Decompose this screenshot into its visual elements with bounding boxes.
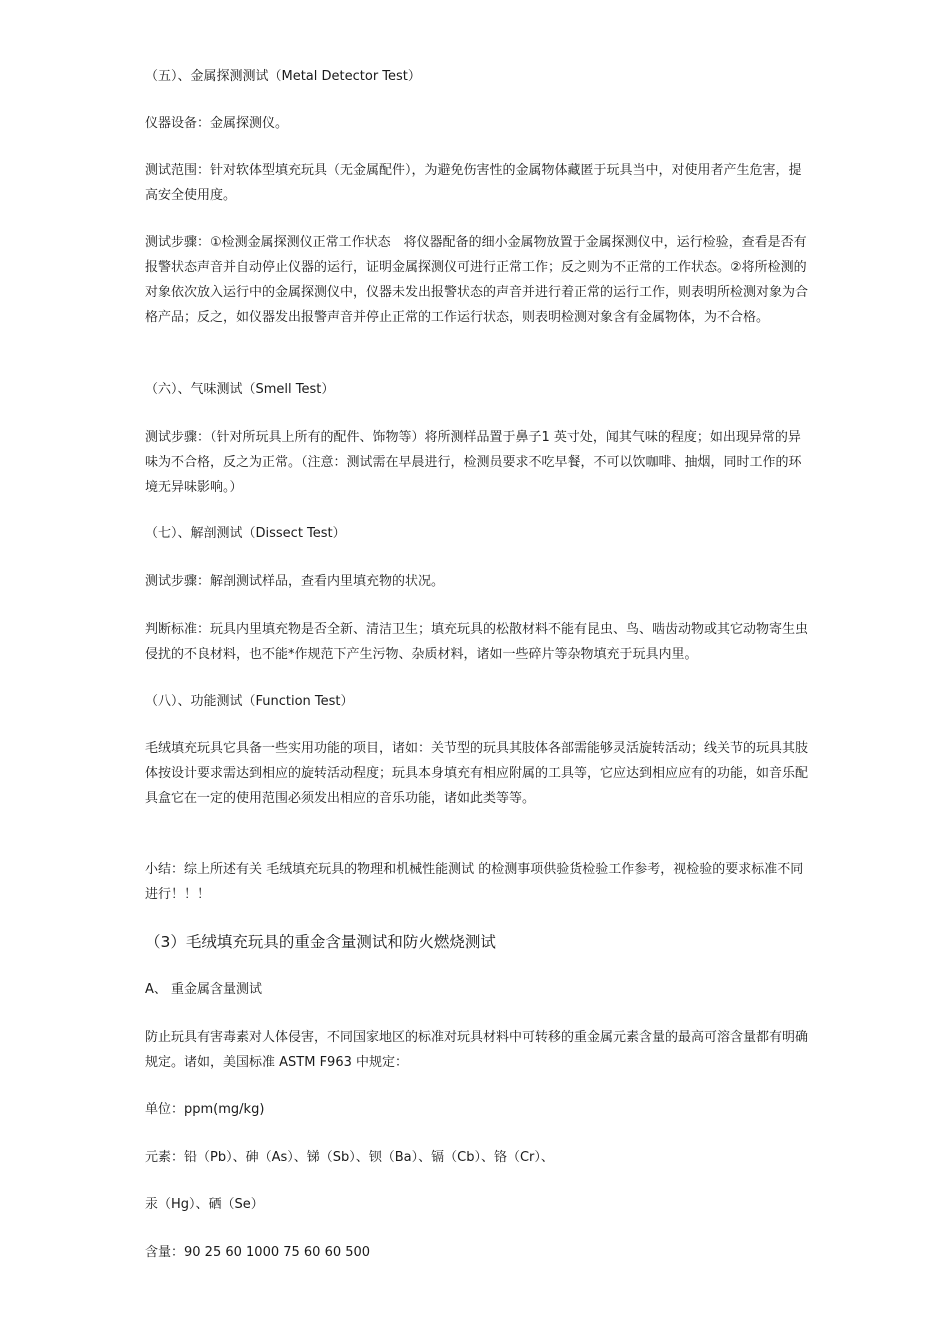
section-8-heading: （八）、功能测试（Function Test） xyxy=(145,694,354,709)
summary-paragraph: 小结：综上所述有关 毛绒填充玩具的物理和机械性能测试 的检测事项供验货检验工作参考，视检验的要求标准不同进行！！！ xyxy=(145,862,804,902)
unit-line: 单位：ppm(mg/kg) xyxy=(145,1102,265,1117)
part-3-heading: （3）毛绒填充玩具的重金含量测试和防火燃烧测试 xyxy=(145,933,496,951)
part-a-body: 防止玩具有害毒素对人体侵害，不同国家地区的标准对玩具材料中可转移的重金属元素含量的最高可溶含量都有明确规定。诸如，美国标准 ASTM F963 中规定： xyxy=(145,1030,809,1070)
section-5-heading: （五）、金属探测测试（Metal Detector Test） xyxy=(145,69,421,84)
section-7-heading: （七）、解剖测试（Dissect Test） xyxy=(145,526,346,541)
section-7-steps: 测试步骤：解剖测试样品，查看内里填充物的状况。 xyxy=(145,574,445,589)
section-5-scope: 测试范围：针对软体型填充玩具（无金属配件），为避免伤害性的金属物体藏匿于玩具当中，对使用者产生危害，提高安全使用度。 xyxy=(145,163,802,203)
content-line: 含量：90 25 60 1000 75 60 60 500 xyxy=(145,1245,371,1260)
section-7-criteria: 判断标准：玩具内里填充物是否全新、清洁卫生；填充玩具的松散材料不能有昆虫、鸟、啮齿动物或其它动物寄生虫侵扰的不良材料，也不能*作规范下产生污物、杂质材料，诸如一些碎片等杂物填充于玩具内里。 xyxy=(145,622,809,662)
section-5-steps: 测试步骤：①检测金属探测仪正常工作状态 将仪器配备的细小金属物放置于金属探测仪中，运行检验，查看是否有报警状态声音并自动停止仪器的运行，证明金属探测仪可进行正常工作；反之则为不正常的工作状态。②将所检测的对象依次放入运行中的金属探测仪中，仪器未发出报警状态的声音并进行着正常的运行工作，则表明所检测对象为合格产品；反之，如仪器发出报警声音并停止正常的工作运行状态，则表明检测对象含有金属物体，为不合格。 xyxy=(145,235,809,325)
elements-line-1: 元素：铅（Pb）、砷（As）、锑（Sb）、钡（Ba）、镉（Cb）、铬（Cr）、 xyxy=(145,1150,554,1165)
section-8-body: 毛绒填充玩具它具备一些实用功能的项目，诸如：关节型的玩具其肢体各部需能够灵活旋转活动；线关节的玩具其肢体按设计要求需达到相应的旋转活动程度；玩具本身填充有相应附属的工具等，它应达到相应应有的功能，如音乐配具盒它在一定的使用范围必须发出相应的音乐功能，诸如此类等等。 xyxy=(145,741,809,806)
section-5-equipment: 仪器设备：金属探测仪。 xyxy=(145,116,289,131)
elements-line-2: 汞（Hg）、硒（Se） xyxy=(145,1197,264,1212)
section-6-steps: 测试步骤：（针对所玩具上所有的配件、饰物等）将所测样品置于鼻子1 英寸处，闻其气味的程度；如出现异常的异味为不合格，反之为正常。（注意：测试需在早晨进行，检测员要求不吃早餐，不可以饮咖啡、抽烟，同时工作的环境无异味影响。） xyxy=(145,430,802,495)
part-a-heading: A、 重金属含量测试 xyxy=(145,982,263,997)
section-6-heading: （六）、气味测试（Smell Test） xyxy=(145,382,335,397)
